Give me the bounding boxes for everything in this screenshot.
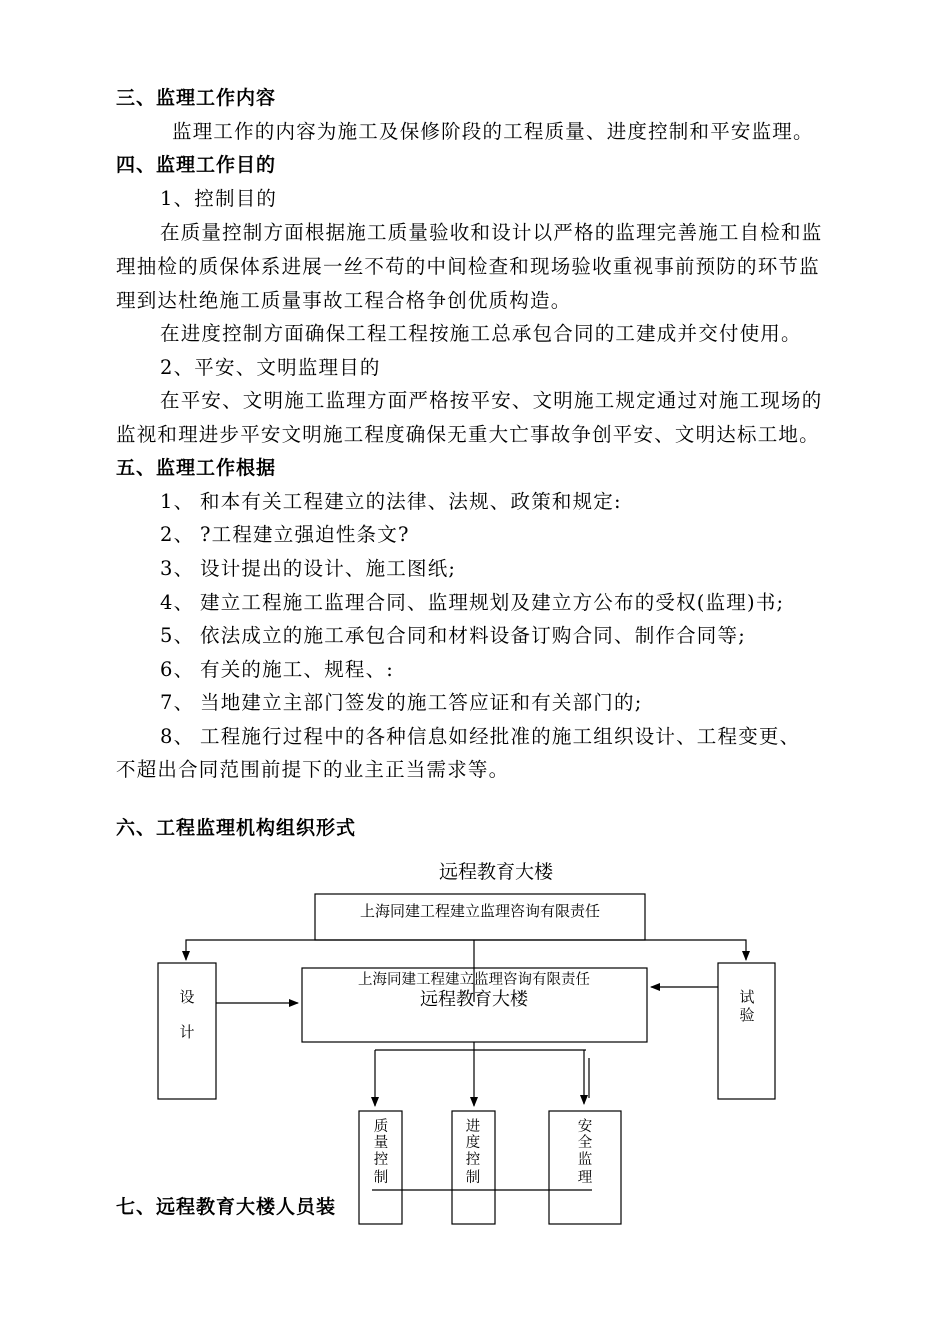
section-4-para3-line2: 监视和理进步平安文明施工程度确保无重大亡事故争创平安、文明达标工地。 [116,423,820,446]
section-4-sub2: 2、平安、文明监理目的 [160,356,381,379]
basis-item: 6、 有关的施工、规程、: [160,658,395,681]
design-box [158,963,216,1099]
basis-item: 8、 工程施行过程中的各种信息如经批准的施工组织设计、工程变更、 [160,725,801,748]
safety-char-1: 安 [577,1119,593,1135]
basis-item: 4、 建立工程施工监理合同、监理规划及建立方公布的受权(监理)书; [160,591,785,614]
chart-title: 远程教育大楼 [438,861,554,883]
basis-item: 7、 当地建立主部门签发的施工答应证和有关部门的; [160,691,643,714]
section-4-sub1: 1、控制目的 [160,187,278,210]
safety-box [549,1111,621,1224]
quality-char-2: 量 [373,1135,389,1151]
center-box-line2: 远程教育大楼 [420,989,528,1010]
arrow-to-test [474,940,746,960]
section-3-text: 监理工作的内容为施工及保修阶段的工程质量、进度控制和平安监理。 [172,120,814,143]
section-4-para1-line1: 在质量控制方面根据施工质量验收和设计以严格的监理完善施工自检和监 [160,221,823,244]
progress-char-2: 度 [465,1135,481,1151]
section-6-heading: 六、工程监理机构组织形式 [116,817,357,839]
basis-item-8-continued: 不超出合同范围前提下的业主正当需求等。 [116,758,510,781]
section-4-heading: 四、监理工作目的 [116,154,277,176]
section-4-para2: 在进度控制方面确保工程工程按施工总承包合同的工建成并交付使用。 [160,322,802,345]
progress-char-4: 制 [465,1170,481,1186]
test-char-1: 试 [739,988,755,1006]
top-box [315,894,645,940]
progress-char-3: 控 [465,1152,481,1168]
quality-box [359,1111,402,1224]
design-char-2: 计 [179,1023,195,1041]
section-4-para3-line1: 在平安、文明施工监理方面严格按平安、文明施工规定通过对施工现场的 [160,389,823,412]
progress-box [452,1111,495,1224]
test-char-2: 验 [739,1006,755,1024]
quality-char-1: 质 [373,1119,389,1135]
progress-char-1: 进 [465,1119,481,1135]
basis-item: 3、 设计提出的设计、施工图纸; [160,557,457,580]
test-box [718,963,775,1099]
basis-item: 1、 和本有关工程建立的法律、法规、政策和规定: [160,490,622,513]
quality-char-3: 控 [373,1152,389,1168]
section-3-heading: 三、监理工作内容 [116,87,277,109]
quality-char-4: 制 [373,1170,389,1186]
safety-char-2: 全 [577,1135,593,1151]
section-4-para1-line3: 理到达杜绝施工质量事故工程合格争创优质构造。 [116,289,572,312]
safety-char-3: 监 [577,1152,593,1168]
arrow-to-design [186,940,474,960]
center-box-line1: 上海同建工程建立监理咨询有限责任 [358,972,590,988]
design-char-1: 设 [179,988,195,1006]
basis-item: 5、 依法成立的施工承包合同和材料设备订购合同、制作合同等; [160,624,746,647]
basis-item: 2、 ?工程建立强迫性条文? [160,523,410,546]
center-box [302,968,647,1042]
section-4-para1-line2: 理抽检的质保体系进展一丝不苟的中间检查和现场验收重视事前预防的环节监 [116,255,820,278]
top-box-label: 上海同建工程建立监理咨询有限责任 [359,902,601,920]
section-7-heading: 七、远程教育大楼人员装 [116,1196,337,1218]
section-5-heading: 五、监理工作根据 [116,457,277,479]
safety-char-4: 理 [577,1170,593,1186]
